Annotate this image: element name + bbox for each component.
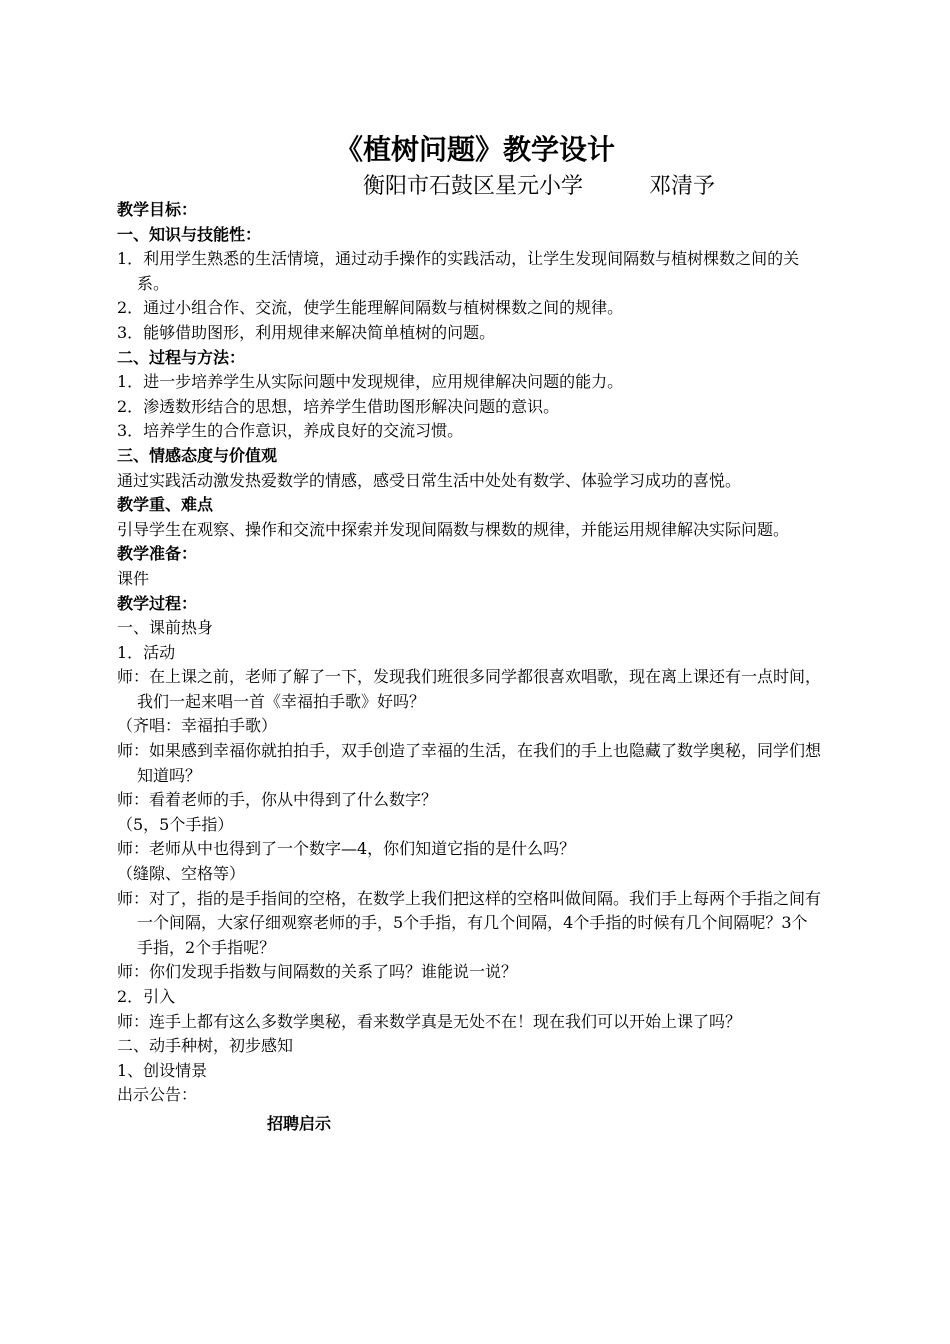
paragraph: 师：在上课之前，老师了解了一下，发现我们班很多同学都很喜欢唱歌，现在离上课还有一点时间，我们一起来唱一首《幸福拍手歌》好吗？ — [117, 667, 822, 711]
paragraph: 师：如果感到幸福你就拍拍手，双手创造了幸福的生活，在我们的手上也隐藏了数学奥秘，同学们想知道吗？ — [117, 741, 822, 785]
paragraph: 2．引入 — [117, 987, 176, 1006]
paragraph: （齐唱：幸福拍手歌） — [117, 716, 278, 736]
paragraph: 3．培养学生的合作意识，养成良好的交流习惯。 — [117, 421, 464, 441]
paragraph: 课件 — [117, 568, 150, 588]
paragraph: 引导学生在观察、操作和交流中探索并发现间隔数与棵数的规律，并能运用规律解决实际问题。 — [117, 519, 790, 539]
paragraph: 师：老师从中也得到了一个数字—4，你们知道它指的是什么吗？ — [117, 839, 576, 859]
document-title: 《植树问题》教学设计 — [334, 133, 615, 166]
paragraph: 2．通过小组合作、交流，使学生能理解间隔数与植树棵数之间的规律。 — [117, 298, 624, 318]
paragraph: （5，5个手指） — [117, 814, 234, 834]
section-heading: 教学目标： — [117, 200, 198, 219]
paragraph: 师：对了，指的是手指间的空格，在数学上我们把这样的空格叫做间隔。我们手上每两个手指之间有一个间隔，大家仔细观察老师的手，5个手指，有几个间隔，4个手指的时候有几个间隔呢？3个手指，2个手指呢？ — [117, 888, 822, 957]
paragraph: 师：看着老师的手，你从中得到了什么数字？ — [117, 790, 438, 810]
section-heading: 教学准备： — [117, 544, 198, 564]
paragraph: 3．能够借助图形，利用规律来解决简单植树的问题。 — [117, 322, 496, 342]
paragraph: 1．利用学生熟悉的生活情境，通过动手操作的实践活动，让学生发现间隔数与植树棵数之间的关系。 — [117, 249, 800, 293]
section-heading: 教学重、难点 — [117, 495, 214, 515]
paragraph: 通过实践活动激发热爱数学的情感，感受日常生活中处处有数学、体验学习成功的喜悦。 — [117, 470, 742, 490]
paragraph: （缝隙、空格等） — [117, 864, 246, 884]
section-heading: 教学过程： — [117, 593, 198, 613]
notice-heading: 招聘启示 — [267, 1113, 332, 1133]
paragraph: 2．渗透数形结合的思想，培养学生借助图形解决问题的意识。 — [117, 396, 560, 416]
paragraph: 师：连手上都有这么多数学奥秘，看来数学真是无处不在！现在我们可以开始上课了吗？ — [117, 1011, 742, 1031]
section-heading: 二、过程与方法： — [117, 347, 246, 367]
paragraph: 师：你们发现手指数与间隔数的关系了吗？谁能说一说？ — [117, 962, 518, 982]
author-byline: 衡阳市石鼓区星元小学 邓清予 — [363, 174, 716, 199]
section-heading: 一、知识与技能性： — [117, 224, 262, 244]
paragraph: 1．进一步培养学生从实际问题中发现规律，应用规律解决问题的能力。 — [117, 372, 624, 392]
paragraph: 二、动手种树，初步感知 — [117, 1036, 294, 1056]
paragraph: 一、课前热身 — [117, 618, 214, 638]
section-heading: 三、情感态度与价值观 — [117, 445, 278, 465]
paragraph: 出示公告： — [117, 1085, 198, 1105]
document-body — [117, 198, 822, 1137]
paragraph: 1、创设情景 — [117, 1060, 208, 1080]
paragraph: 1．活动 — [117, 642, 176, 662]
